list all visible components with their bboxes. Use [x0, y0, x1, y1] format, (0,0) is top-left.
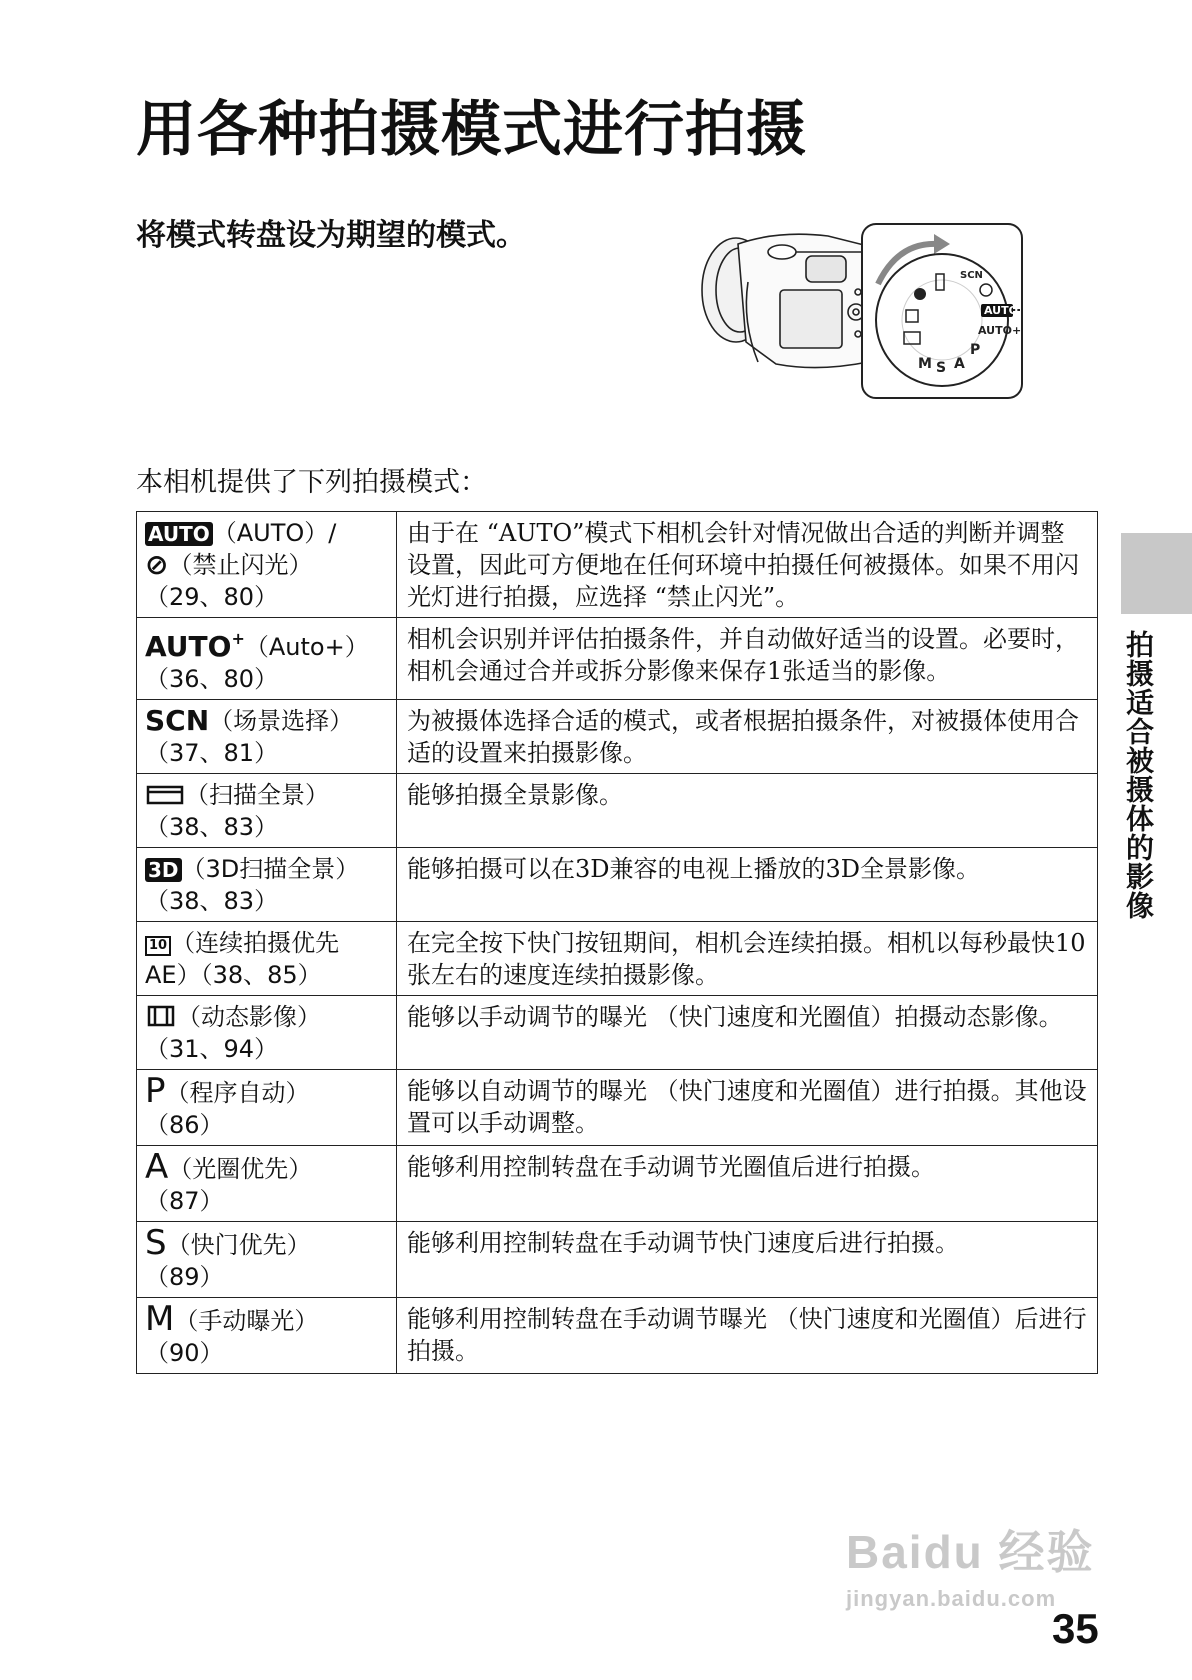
watermark-url: jingyan.baidu.com	[846, 1586, 1057, 1611]
mode-description: 能够拍摄可以在3D兼容的电视上播放的3D全景影像。	[397, 848, 1098, 922]
table-row	[137, 848, 1098, 922]
mode-description: 在完全按下快门按钮期间，相机会连续拍摄。相机以每秒最快10张左右的速度连续拍摄影像。	[397, 922, 1098, 996]
dial-m-text: M	[918, 356, 932, 372]
mode-label: （3D扫描全景）	[181, 855, 360, 883]
instruction-heading: 将模式转盘设为期望的模式。	[136, 218, 526, 253]
mode-label: （光圈优先）	[168, 1155, 313, 1183]
flash-off-icon: ⊘	[145, 548, 169, 581]
dial-auto-plus-text: AUTO+	[978, 324, 1022, 337]
mode-cell	[137, 1146, 397, 1222]
mode-pages: （87）	[145, 1187, 224, 1215]
table-row	[137, 618, 1098, 700]
table-row	[137, 1222, 1098, 1298]
table-row	[137, 774, 1098, 848]
mode-cell	[137, 1070, 397, 1146]
mode-description: 由于在 “AUTO”模式下相机会针对情况做出合适的判断并调整设置，因此可方便地在任何环境中拍摄任何被摄体。如果不用闪光灯进行拍摄，应选择 “禁止闪光”。	[397, 512, 1098, 618]
dial-scn-text: SCN	[960, 270, 983, 281]
mode-cell	[137, 1222, 397, 1298]
mode-description: 能够利用控制转盘在手动调节光圈值后进行拍摄。	[397, 1146, 1098, 1222]
aperture-priority-icon: A	[145, 1147, 169, 1187]
table-row	[137, 512, 1098, 618]
mode-pages: （29、80）	[145, 583, 279, 611]
mode-description: 能够利用控制转盘在手动调节快门速度后进行拍摄。	[397, 1222, 1098, 1298]
mode-label: （禁止闪光）	[168, 551, 313, 579]
table-row	[137, 700, 1098, 774]
mode-label: （场景选择）	[209, 707, 354, 735]
shutter-priority-icon: S	[145, 1223, 167, 1263]
mode-label: （动态影像）	[177, 1003, 321, 1031]
auto-plus-mode-icon: AUTO+	[145, 629, 245, 663]
watermark	[846, 1516, 1095, 1612]
dial-3d-icon	[914, 288, 926, 300]
page-number: 35	[1052, 1605, 1099, 1652]
manual-exposure-icon: M	[145, 1299, 175, 1339]
mode-pages: （38、83）	[145, 887, 279, 915]
mode-label: （程序自动）	[165, 1079, 310, 1107]
mode-pages: （36、80）	[145, 665, 279, 693]
mode-cell	[137, 848, 397, 922]
mode-label: （手动曝光）	[174, 1307, 319, 1335]
mode-pages: （37、81）	[145, 739, 279, 767]
auto-mode-icon: AUTO	[145, 522, 213, 546]
mode-label: （Auto+）	[244, 633, 369, 661]
mode-label: （扫描全景）	[185, 781, 329, 809]
mode-cell	[137, 1298, 397, 1374]
mode-pages: （89）	[145, 1263, 224, 1291]
mode-cell	[137, 774, 397, 848]
intro-text: 本相机提供了下列拍摄模式：	[136, 467, 487, 498]
mode-label: （快门优先）	[166, 1231, 311, 1259]
table-row	[137, 922, 1098, 996]
program-auto-icon: P	[145, 1071, 166, 1111]
mode-pages: AE）（38、85）	[145, 961, 322, 989]
watermark-logo-text: Baidu 经验	[846, 1526, 1095, 1578]
continuous-priority-ae-icon: 10	[145, 936, 171, 956]
dial-auto-text: AUTO	[984, 304, 1018, 317]
3d-panorama-icon: 3D	[145, 858, 182, 882]
mode-cell	[137, 700, 397, 774]
table-row	[137, 1146, 1098, 1222]
mode-description: 能够以手动调节的曝光 （快门速度和光圈值）拍摄动态影像。	[397, 996, 1098, 1070]
page-title: 用各种拍摄模式进行拍摄	[136, 95, 807, 165]
mode-pages: （31、94）	[145, 1035, 279, 1063]
mode-description: 相机会识别并评估拍摄条件，并自动做好适当的设置。必要时，相机会通过合并或拆分影像来保存1张适当的影像。	[397, 618, 1098, 700]
dial-a-text: A	[954, 356, 965, 372]
mode-pages: （90）	[145, 1339, 224, 1367]
movie-mode-icon	[145, 1004, 177, 1028]
dial-s-text: S	[936, 360, 947, 376]
section-tab-marker	[1121, 533, 1192, 614]
scn-mode-icon: SCN	[145, 704, 210, 737]
mode-description: 能够利用控制转盘在手动调节曝光 （快门速度和光圈值）后进行拍摄。	[397, 1298, 1098, 1374]
table-row	[137, 1298, 1098, 1374]
camera-icon	[702, 234, 874, 367]
dial-p-text: P	[970, 342, 981, 358]
mode-pages: （86）	[145, 1111, 224, 1139]
mode-cell	[137, 618, 397, 700]
table-row	[137, 996, 1098, 1070]
mode-cell	[137, 512, 397, 618]
mode-description: 能够以自动调节的曝光 （快门速度和光圈值）进行拍摄。其他设置可以手动调整。	[397, 1070, 1098, 1146]
mode-description: 为被摄体选择合适的模式，或者根据拍摄条件，对被摄体使用合适的设置来拍摄影像。	[397, 700, 1098, 774]
mode-description: 能够拍摄全景影像。	[397, 774, 1098, 848]
section-side-label: 拍摄适合被摄体的影像	[1122, 630, 1155, 920]
shooting-modes-table	[136, 511, 1098, 1374]
mode-cell	[137, 922, 397, 996]
sweep-panorama-icon	[145, 784, 185, 806]
mode-label: （AUTO）/	[212, 519, 337, 547]
mode-pages: （38、83）	[145, 813, 279, 841]
mode-label: （连续拍摄优先	[171, 929, 340, 957]
camera-mode-dial-illustration	[698, 222, 1098, 400]
table-row	[137, 1070, 1098, 1146]
mode-cell	[137, 996, 397, 1070]
